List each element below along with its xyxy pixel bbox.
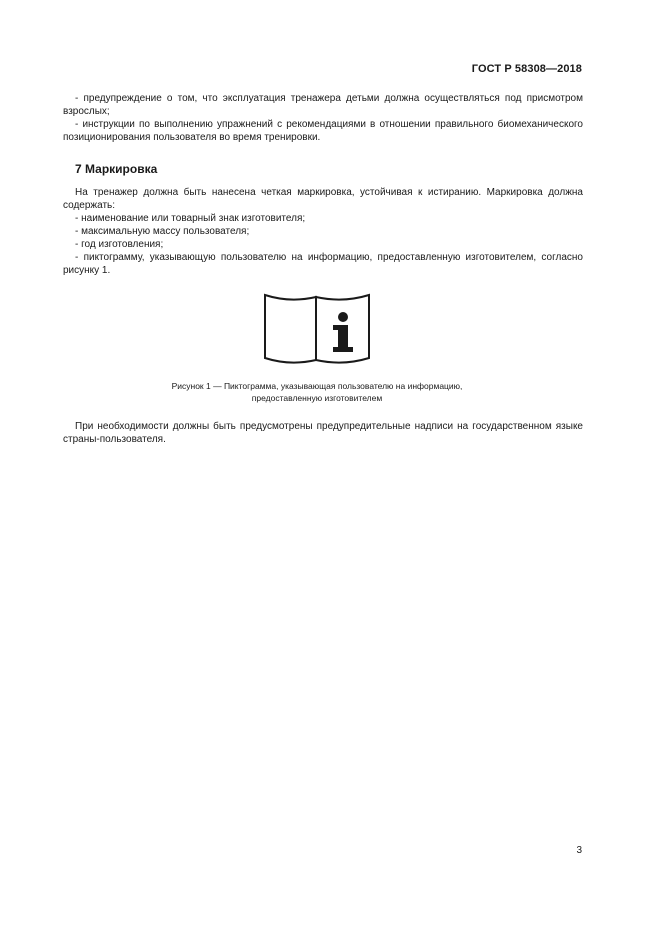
list-item: - год изготовления; [75,239,164,250]
section-title: 7 Маркировка [75,162,158,176]
caption-line: Рисунок 1 — Пиктограмма, указывающая пользователю на информацию, [171,381,463,391]
section-body [63,186,583,277]
intro-list [63,92,583,144]
section-intro: На тренажер должна быть нанесена четкая маркировка, устойчивая к истиранию. Маркировка должна содержать: [63,187,583,211]
book-information-icon [263,293,371,365]
caption-line: предоставленную изготовителем [251,392,383,403]
list-item: - максимальную массу пользователя; [75,226,250,237]
list-item: - инструкции по выполнению упражнений с рекомендациями в отношении правильного биомеханического позиционирования пользователя во время тренировки. [63,119,583,143]
list-item: - пиктограмму, указывающую пользователю на информацию, предоставленную изготовителем, согласно рисунку 1. [63,252,583,276]
list-item: - предупреждение о том, что эксплуатация тренажера детьми должна осуществляться под присмотром взрослых; [63,93,583,117]
figure-caption [130,381,504,404]
list-item: - наименование или товарный знак изготовителя; [75,213,306,224]
page-number: 3 [576,845,582,856]
closing-paragraph: При необходимости должны быть предусмотрены предупредительные надписи на государственном языке страны-пользователя. [63,421,583,445]
closing-section [63,420,583,446]
document-code: ГОСТ Р 58308—2018 [471,63,582,75]
